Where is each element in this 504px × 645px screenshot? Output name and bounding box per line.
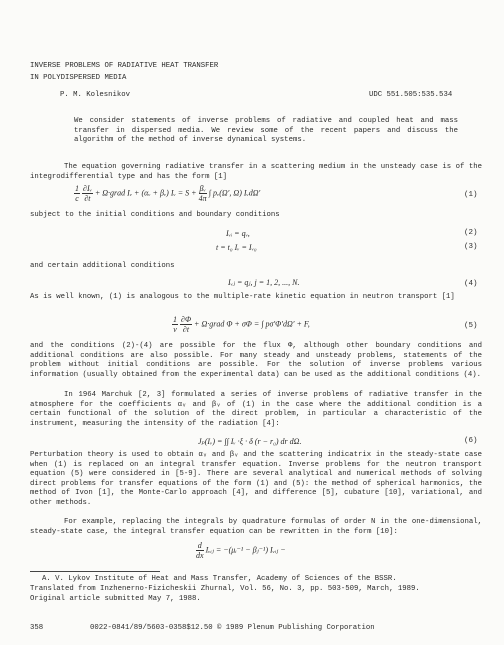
paragraph-perturbation: Perturbation theory is used to obtain αᵥ and βᵥ and the scattering indicatrix in the steady-state case when (1) is replaced on an integral transfer equation. Inverse problems for the neutron transport equation (5) were considered in [5-9]. There are several analytical and numerical methods of solving direct problems for transfer equations of the form (1) and (5): the method of spherical harmonics, the method of Ivon [1], the Monte-Carlo approach [4], and difference [5], cubature [10], variational, and other methods. — [30, 451, 482, 507]
equation-6-number: (6) — [464, 437, 478, 445]
equation-2: Iᵥᵢ = qᵥ, — [226, 229, 250, 238]
abstract: We consider statements of inverse problems of radiative and coupled heat and mass transfer in dispersed media. We review some of the recent papers and discuss the algorithm of the method of inverse dynamical systems. — [74, 117, 458, 144]
title-line-2: IN POLYDISPERSED MEDIA — [30, 74, 127, 82]
equation-4: Iᵥⱼ = qⱼ, j = 1, 2, ..., N. — [228, 278, 300, 287]
equation-2-number: (2) — [464, 229, 478, 237]
paragraph-flux: and the conditions (2)-(4) are possible for the flux Φ, although other boundary conditions and additional conditions are also possible. For many steady and unsteady problems, statements of the problem without initial conditions are possible. For the solution of inverse problems various information (usually obtained from the experimental data) can be used as the additional conditions (4). — [30, 342, 482, 379]
equation-1-number: (1) — [464, 191, 478, 199]
author: P. M. Kolesnikov — [60, 91, 131, 99]
equation-4-number: (4) — [464, 280, 478, 288]
equation-5: $\frac{1}{v}$ $\frac{\partial\Phi}{\partial t}$ + Ω·grad Φ + σΦ = ∫ pσ′Φ′dΩ′ + F, — [173, 315, 310, 334]
copyright-line: 0022-0841/89/5603-0358$12.50 © 1989 Plenum Publishing Corporation — [90, 624, 375, 632]
paragraph-marchuk: In 1964 Marchuk [2, 3] formulated a series of inverse problems of radiative transfer in the atmosphere for the coefficients αᵥ and βᵥ of (1) in the case where the additional condition is a certain functional of the solution of the direct problem, in particular a characteristic of the instrument, measuring the intensity of the radiation [4]: — [30, 391, 482, 428]
paragraph-quadrature: For example, replacing the integrals by quadrature formulas of order N in the one-dimensional, steady-state case, the integral transfer equation can be rewritten in the form [10]: — [30, 518, 482, 536]
equation-1: $\frac{1}{c}$ $\frac{\text{∂Iᵥ}}{\partial t}$ + Ω·grad Iᵥ + (αᵥ + βᵥ) Iᵥ = S + $\frac{\text{βᵥ}}{4\pi}$ ∫ pᵥ(Ω′, Ω) IᵥdΩ′ — [75, 184, 261, 203]
equation-6: Jₚ(Iᵥ) = ∫∫ Iᵥ ·ξ · δ (r − r₀) dr dΩ. — [198, 437, 302, 446]
paragraph-intro: The equation governing radiative transfer in a scattering medium in the unsteady case is of the integrodifferential type and has the form [1] — [30, 163, 482, 181]
equation-7: $\frac{d}{dx}$ Iᵥᵢⱼ = −(μᵢ⁻¹ − βⱼ⁻¹) Iᵥᵢⱼ − — [196, 541, 286, 560]
equation-5-number: (5) — [464, 322, 478, 330]
footnote-submitted: Original article submitted May 7, 1988. — [30, 595, 201, 603]
footnote-translation: Translated from Inzhenerno-Fizicheskii Zhurnal, Vol. 56, No. 3, pp. 503-509, March, 1989. — [30, 585, 420, 593]
equation-3-number: (3) — [464, 243, 478, 251]
page-number: 358 — [30, 624, 44, 632]
paragraph-neutron: As is well known, (1) is analogous to the multiple-rate kinetic equation in neutron transport [1] — [30, 293, 455, 301]
footnote-rule — [30, 571, 160, 572]
paragraph-additional: and certain additional conditions — [30, 262, 175, 270]
footnote-affiliation: A. V. Lykov Institute of Heat and Mass Transfer, Academy of Sciences of the BSSR. — [42, 575, 397, 583]
paragraph-conditions: subject to the initial conditions and boundary conditions — [30, 211, 280, 219]
equation-3: t = t₀ Iᵥ = Iᵥ₀ — [216, 243, 257, 252]
title-line-1: INVERSE PROBLEMS OF RADIATIVE HEAT TRANSFER — [30, 62, 219, 70]
udc-code: UDC 551.505:535.534 — [369, 91, 453, 99]
